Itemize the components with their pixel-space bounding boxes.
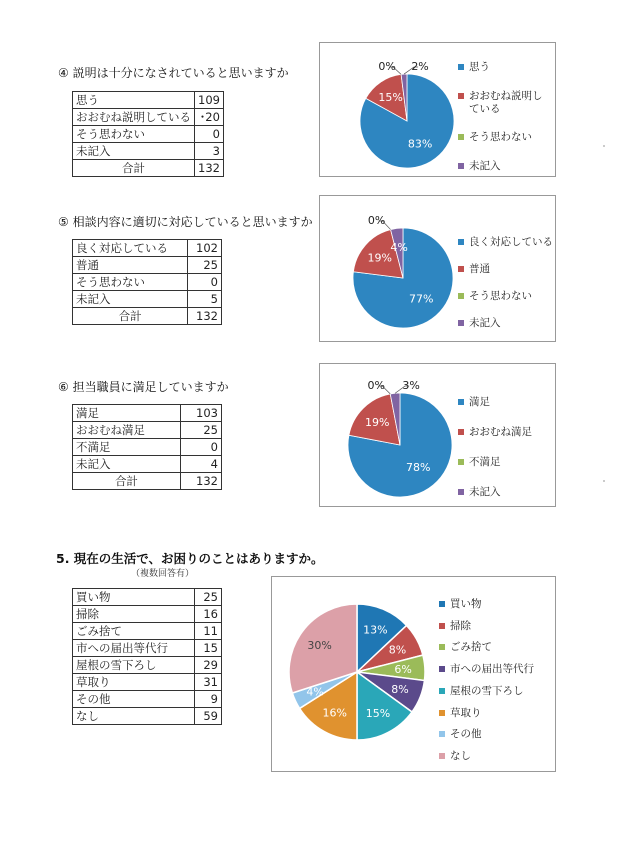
row-value: 16: [195, 606, 222, 623]
legend-swatch: [439, 623, 445, 629]
row-label: おおむね説明している: [73, 109, 195, 126]
legend-swatch: [458, 320, 464, 326]
section-5q-table: [72, 239, 222, 325]
section-4-table: [72, 91, 224, 177]
total-value: 132: [188, 308, 222, 325]
legend-swatch: [458, 399, 464, 405]
pie-chart-6: [319, 363, 556, 507]
table-row: [73, 291, 222, 308]
table-row: [73, 589, 222, 606]
pie-data-label: 16%: [322, 706, 347, 720]
pie-data-label: 19%: [367, 251, 392, 265]
row-label: 市への届出等代行: [73, 640, 195, 657]
pie-data-label: 4%: [390, 241, 408, 255]
total-value: 132: [180, 473, 221, 490]
row-label: 良く対応している: [73, 240, 188, 257]
row-value: 31: [195, 674, 222, 691]
pie-data-label: 4%: [306, 685, 324, 699]
legend-label: 未記入: [469, 486, 501, 498]
row-label: 草取り: [73, 674, 195, 691]
pie-data-label: 13%: [363, 623, 388, 637]
row-label: ごみ捨て: [73, 623, 195, 640]
row-value: 0: [180, 439, 221, 456]
row-value: 102: [188, 240, 222, 257]
legend-swatch: [439, 731, 445, 737]
legend-label: なし: [450, 749, 471, 762]
table-row: [73, 274, 222, 291]
legend-label: 普通: [469, 263, 490, 275]
legend-label: 掃除: [450, 619, 471, 632]
row-label: 普通: [73, 257, 188, 274]
legend-swatch: [458, 134, 464, 140]
pie-chart-life: [271, 576, 556, 772]
legend-label: おおむね説明し ている: [469, 90, 543, 115]
scan-speck: [603, 480, 605, 482]
pie-data-label: 0%: [378, 60, 396, 73]
legend-swatch: [458, 163, 464, 169]
scan-speck: [603, 145, 605, 147]
section-life-title: 5. 現在の生活で、お困りのことはありますか。: [56, 551, 324, 566]
row-label: 買い物: [73, 589, 195, 606]
pie-data-label: 30%: [307, 638, 332, 652]
legend-label: 草取り: [450, 706, 482, 719]
pie-data-label: 83%: [407, 137, 433, 151]
row-label: 不満足: [73, 439, 181, 456]
pie-chart-4: [319, 42, 556, 177]
pie-data-label: 77%: [408, 292, 434, 306]
table-row: [73, 691, 222, 708]
table-row: [73, 708, 222, 725]
legend-label: 市への届出等代行: [450, 663, 534, 676]
row-value: 59: [195, 708, 222, 725]
legend-label: 思う: [469, 61, 490, 73]
pie-data-label: 78%: [406, 461, 431, 475]
pie-data-label: 8%: [388, 643, 407, 657]
row-value: 25: [180, 422, 221, 439]
row-value: 5: [188, 291, 222, 308]
table-row: [73, 640, 222, 657]
row-value: 4: [180, 456, 221, 473]
pie-data-label: 0%: [367, 379, 385, 392]
row-value: 103: [180, 405, 221, 422]
row-label: なし: [73, 708, 195, 725]
legend-label: そう思わない: [469, 290, 532, 302]
table-total-row: [73, 160, 224, 177]
pie-svg: [320, 196, 555, 341]
row-value: 11: [195, 623, 222, 640]
row-label: おおむね満足: [73, 422, 181, 439]
section-4-title: ④ 説明は十分になされていると思いますか: [58, 66, 289, 80]
legend-swatch: [458, 293, 464, 299]
legend-swatch: [458, 266, 464, 272]
section-life-table: [72, 588, 222, 725]
total-label: 合計: [73, 160, 195, 177]
row-value: 25: [195, 589, 222, 606]
table-row: [73, 657, 222, 674]
row-value: 3: [195, 143, 224, 160]
pie-data-label: 19%: [364, 416, 390, 430]
legend-label: 良く対応している: [469, 236, 553, 248]
legend-swatch: [439, 710, 445, 716]
pie-data-label: 15%: [365, 707, 391, 721]
table-row: [73, 674, 222, 691]
row-value: 0: [195, 126, 224, 143]
section-life-subtitle: （複数回答有）: [131, 569, 195, 579]
table-row: [73, 109, 224, 126]
row-value: 25: [188, 257, 222, 274]
row-label: 思う: [73, 92, 195, 109]
total-label: 合計: [73, 308, 188, 325]
table-row: [73, 422, 222, 439]
legend-label: その他: [450, 728, 482, 741]
row-label: そう思わない: [73, 274, 188, 291]
legend-swatch: [439, 666, 445, 672]
row-value: 29: [195, 657, 222, 674]
total-value: 132: [195, 160, 224, 177]
table-row: [73, 439, 222, 456]
row-label: 未記入: [73, 291, 188, 308]
legend-label: ごみ捨て: [450, 641, 492, 654]
legend-swatch: [439, 644, 445, 650]
legend-label: 未記入: [469, 160, 501, 172]
row-label: その他: [73, 691, 195, 708]
table-row: [73, 240, 222, 257]
table-row: [73, 405, 222, 422]
legend-swatch: [458, 64, 464, 70]
row-value: ･20: [195, 109, 224, 126]
row-label: そう思わない: [73, 126, 195, 143]
legend-label: 不満足: [469, 456, 501, 468]
row-label: 掃除: [73, 606, 195, 623]
legend-label: 満足: [469, 396, 490, 408]
row-label: 屋根の雪下ろし: [73, 657, 195, 674]
row-label: 満足: [73, 405, 181, 422]
row-label: 未記入: [73, 456, 181, 473]
legend-label: そう思わない: [469, 131, 532, 143]
row-label: 未記入: [73, 143, 195, 160]
table-row: [73, 257, 222, 274]
pie-data-label: 0%: [367, 214, 386, 227]
pie-data-label: 3%: [402, 379, 420, 392]
table-total-row: [73, 308, 222, 325]
section-5q-title: ⑤ 相談内容に適切に対応していると思いますか: [58, 215, 313, 229]
row-value: 0: [188, 274, 222, 291]
legend-swatch: [458, 93, 464, 99]
table-row: [73, 143, 224, 160]
legend-swatch: [458, 489, 464, 495]
section-6-table: [72, 404, 222, 490]
legend-swatch: [439, 688, 445, 694]
pie-data-label: 6%: [394, 663, 412, 677]
row-value: 9: [195, 691, 222, 708]
table-row: [73, 623, 222, 640]
legend-label: 買い物: [450, 598, 482, 610]
pie-data-label: 8%: [391, 683, 409, 697]
table-row: [73, 92, 224, 109]
legend-swatch: [439, 601, 445, 607]
pie-data-label: 15%: [378, 90, 403, 104]
table-row: [73, 606, 222, 623]
section-6-title: ⑥ 担当職員に満足していますか: [58, 380, 229, 394]
legend-swatch: [458, 429, 464, 435]
pie-data-label: 2%: [411, 60, 429, 73]
table-row: [73, 126, 224, 143]
legend-label: 未記入: [469, 317, 501, 329]
legend-label: おおむね満足: [469, 426, 532, 438]
table-row: [73, 456, 222, 473]
legend-swatch: [458, 239, 464, 245]
legend-swatch: [458, 459, 464, 465]
total-label: 合計: [73, 473, 181, 490]
row-value: 15: [195, 640, 222, 657]
legend-label: 屋根の雪下ろし: [450, 684, 524, 697]
row-value: 109: [195, 92, 224, 109]
table-total-row: [73, 473, 222, 490]
legend-swatch: [439, 753, 445, 759]
pie-chart-5q: [319, 195, 556, 342]
